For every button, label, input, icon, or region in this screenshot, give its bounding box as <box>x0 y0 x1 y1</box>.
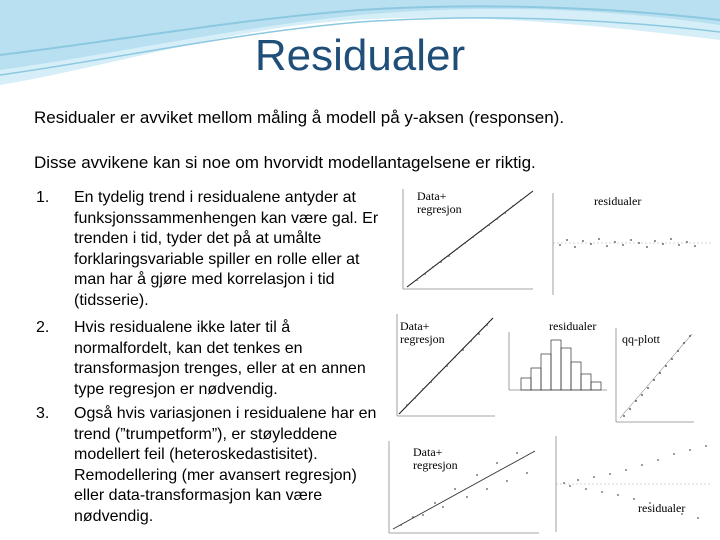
row2-qq-label: qq-plott <box>622 332 660 346</box>
row1-data-label-text: Data+ regresjon <box>417 189 462 216</box>
list-number: 3. <box>36 405 50 422</box>
slide-title: Residualer <box>254 31 466 80</box>
row3-residual-label: residualer <box>638 501 686 515</box>
row3-residual-plot <box>550 432 716 536</box>
intro-paragraph: Residualer er avviket mellom måling å modell på y-aksen (responsen). <box>34 108 565 127</box>
row3-data-plot <box>383 437 541 537</box>
row2-residual-label: residualer <box>549 319 597 333</box>
list-item-text: Hvis residualene ikke later til å normalfordelt, kan det tenkes en transformasjon trenges, eller at en annen type regresjon er nødvendig. <box>74 319 366 398</box>
row1-residual-label: residualer <box>594 194 642 208</box>
row3-data-label-text: Data+ regresjon <box>413 445 458 472</box>
list-item-text: Også hvis variasjonen i residualene har en trend (”trumpetform”), er støyleddene modellert feil (heteroskedastisitet). Remodellering (mer avansert regresjon) eller data-transformasjon kan være nødvendig. <box>74 405 377 525</box>
list-number: 1. <box>36 189 50 206</box>
row2-data-label <box>400 320 445 346</box>
second-paragraph: Disse avvikene kan si noe om hvorvidt modellantagelsene er riktig. <box>34 153 536 172</box>
row2-data-label-text: Data+ regresjon <box>400 319 445 346</box>
list-number: 2. <box>36 319 50 336</box>
row1-data-label <box>417 190 462 216</box>
row3-data-label <box>413 446 458 472</box>
list-item-text: En tydelig trend i residualene antyder at funksjonssammenhengen kan være gal. Er trenden i tid, tyder det på at umålte forklaringsvariable spiller en rolle eller at man har å gjøre med korrelasjon i tid (tidsserie). <box>74 189 379 309</box>
